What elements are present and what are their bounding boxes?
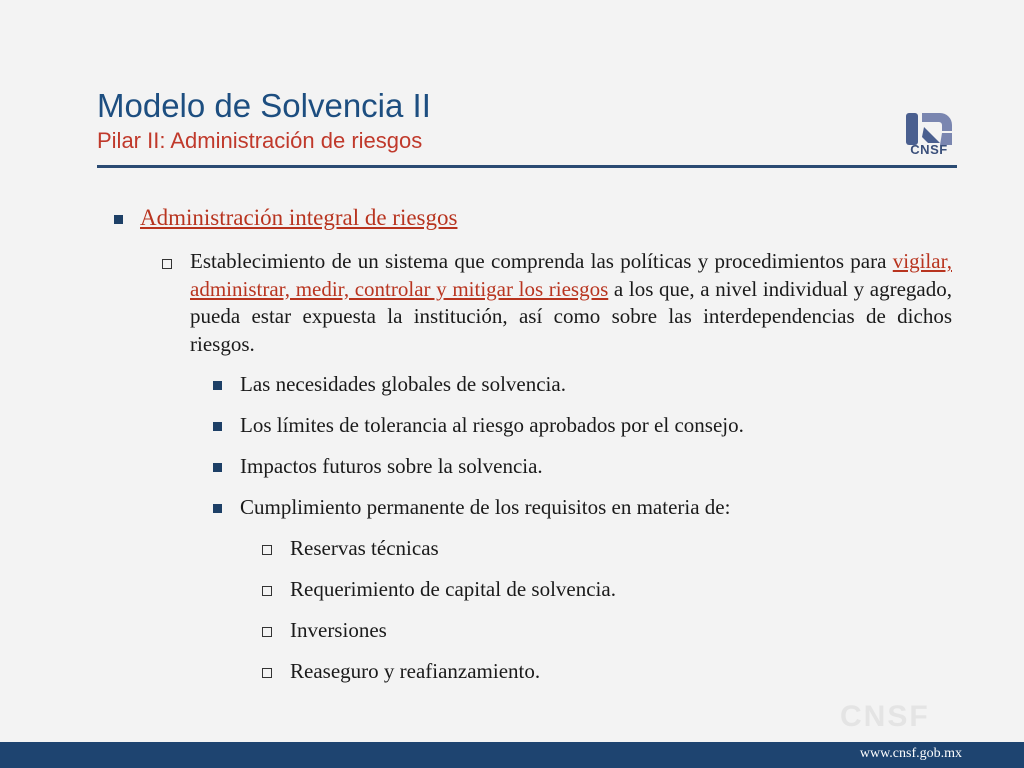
footer-bar (0, 742, 1024, 768)
footer-url[interactable]: www.cnsf.gob.mx (859, 746, 962, 761)
sub-list-item: Inversiones (290, 618, 387, 642)
slide-subtitle: Pilar II: Administración de riesgos (97, 128, 423, 153)
square-bullet-icon (114, 215, 123, 224)
square-bullet-icon (213, 463, 222, 472)
square-bullet-icon (213, 504, 222, 513)
hollow-square-bullet-icon (262, 545, 272, 555)
sub-list-item: Reaseguro y reafianzamiento. (290, 659, 541, 683)
header-divider (97, 165, 957, 168)
square-bullet-icon (213, 381, 222, 390)
hollow-square-bullet-icon (162, 259, 172, 269)
logo-text: CNSF (910, 142, 948, 157)
hollow-square-bullet-icon (262, 627, 272, 637)
paragraph-text-end: a los que, a nivel individual y agregado, pueda estar expuesta la institución, así como sobre las interdependencias de dichos riesgos. (190, 276, 952, 356)
paragraph-text-start: Establecimiento de un sistema que comprenda las políticas y procedimientos para (190, 249, 893, 273)
slide-title: Modelo de Solvencia II (97, 87, 431, 124)
risk-actions-link[interactable]: vigilar, administrar, medir, controlar y mitigar los riesgos (190, 249, 952, 301)
description-paragraph (190, 248, 952, 358)
list-item: Cumplimiento permanente de los requisitos en materia de: (240, 495, 731, 519)
hollow-square-bullet-icon (262, 586, 272, 596)
square-bullet-icon (213, 422, 222, 431)
list-item: Impactos futuros sobre la solvencia. (240, 454, 543, 478)
list-item: Los límites de tolerancia al riesgo aprobados por el consejo. (240, 413, 744, 437)
sub-list-item: Requerimiento de capital de solvencia. (290, 577, 616, 601)
sub-list-item: Reservas técnicas (290, 536, 439, 560)
cnsf-watermark: CNSF (840, 700, 930, 733)
section-heading: Administración integral de riesgos (140, 205, 458, 230)
hollow-square-bullet-icon (262, 668, 272, 678)
list-item: Las necesidades globales de solvencia. (240, 372, 566, 396)
